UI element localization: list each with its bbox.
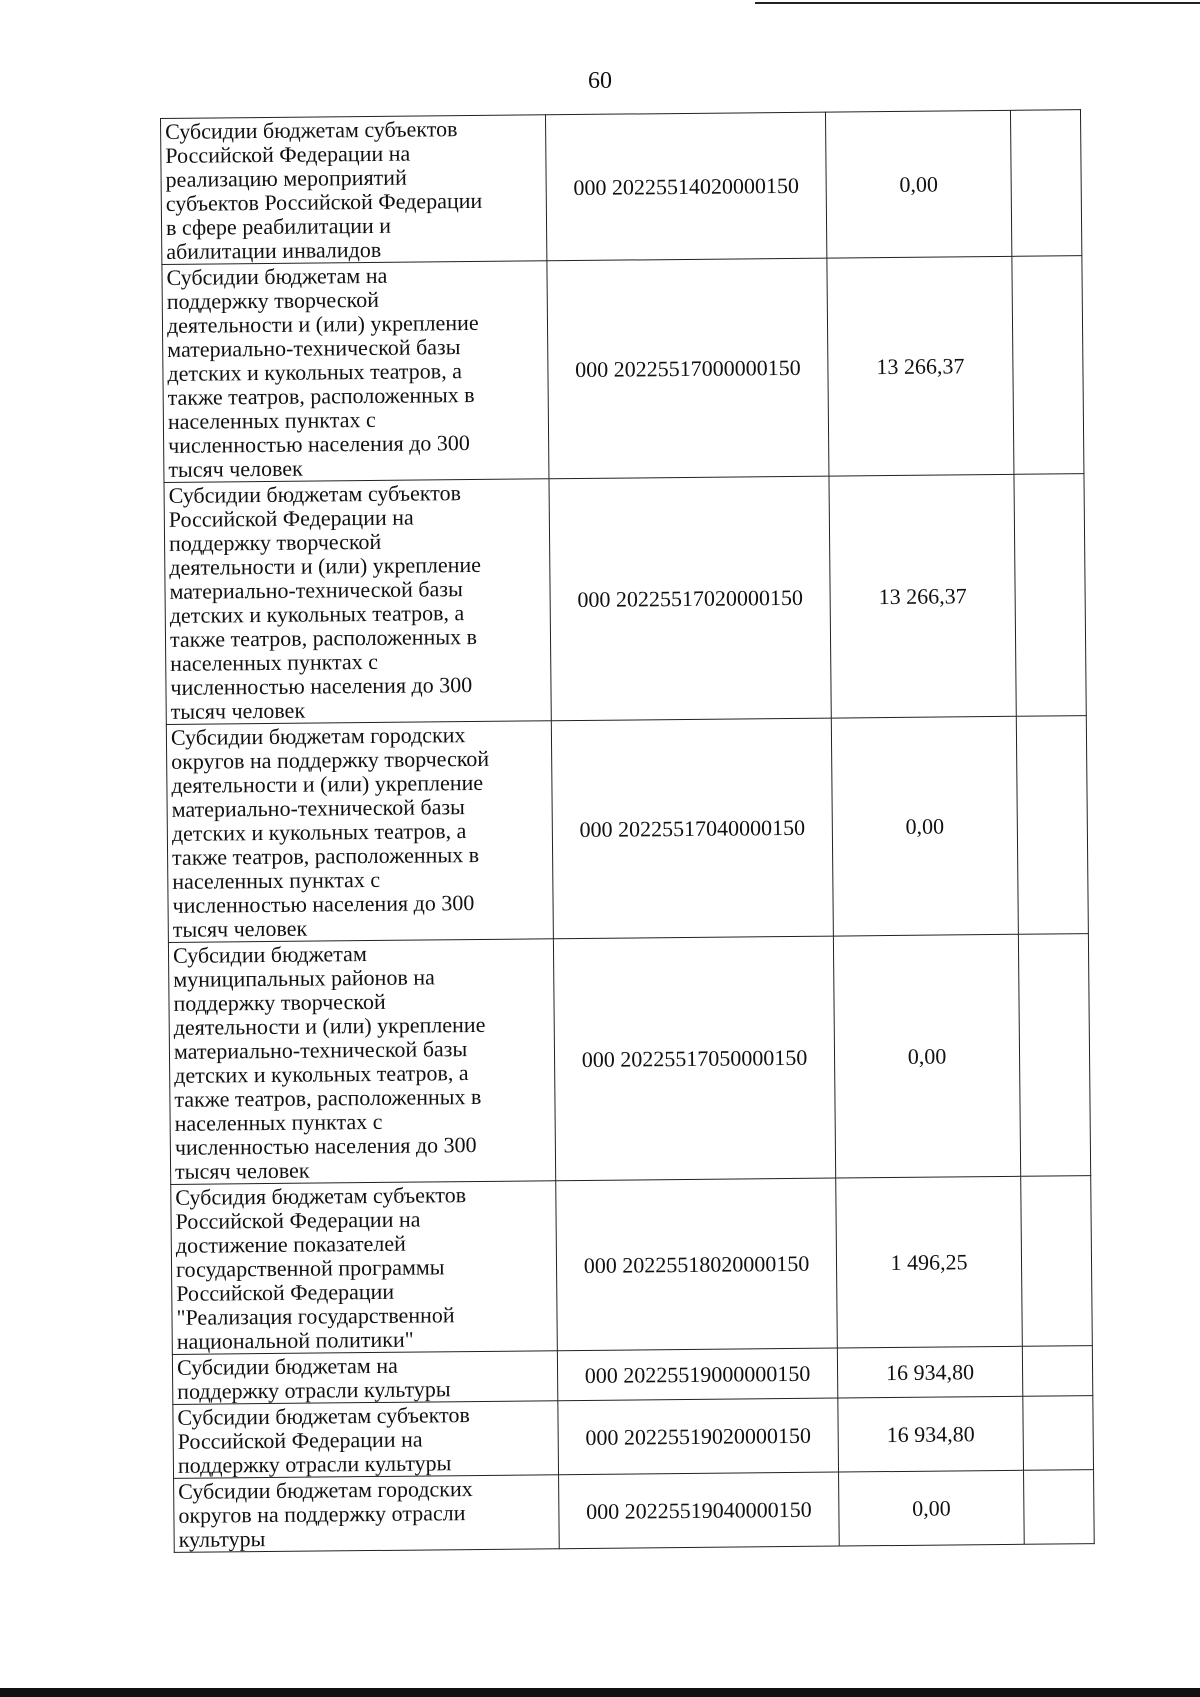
description-cell bbox=[166, 721, 553, 943]
table-row bbox=[164, 474, 1086, 725]
code-cell: 000 20225518020000150 bbox=[556, 1178, 838, 1351]
table-row bbox=[161, 110, 1082, 265]
row-description: Субсидии бюджетам городских округов на поддержку творческой деятельности и (или) укрепление материально-технической базы детских и кукольных театров, а также театров, расположенных в населенных пунктах с численностью населения до 300 тысяч человек bbox=[170, 722, 490, 942]
empty-cell bbox=[1010, 110, 1081, 257]
amount-cell: 0,00 bbox=[839, 1470, 1025, 1546]
description-cell bbox=[164, 479, 551, 725]
bottom-scan-edge bbox=[0, 1688, 1200, 1697]
amount-cell: 16 934,80 bbox=[837, 1346, 1022, 1398]
table-row bbox=[171, 1176, 1093, 1355]
code-cell: 000 20225517050000150 bbox=[553, 936, 835, 1181]
empty-cell bbox=[1016, 716, 1088, 935]
budget-table bbox=[160, 109, 1095, 1553]
code-cell: 000 20225519040000150 bbox=[559, 1472, 840, 1549]
empty-cell bbox=[1018, 934, 1090, 1177]
description-cell bbox=[168, 939, 555, 1185]
top-scan-edge bbox=[755, 2, 1200, 4]
description-cell bbox=[172, 1351, 557, 1405]
row-description: Субсидии бюджетам муниципальных районов на поддержку творческой деятельности и (или) укрепление материально-технической базы детских и кукольных театров, а также театров, расположенных в населенных пунктах с численностью населения до 300 тысяч человек bbox=[172, 941, 486, 1184]
description-cell bbox=[173, 1401, 559, 1479]
code-cell: 000 20225517000000150 bbox=[547, 258, 829, 479]
description-cell bbox=[162, 261, 549, 483]
empty-cell bbox=[1021, 1176, 1093, 1347]
table-row bbox=[174, 1470, 1095, 1553]
amount-cell: 0,00 bbox=[825, 110, 1011, 258]
code-cell: 000 20225514020000150 bbox=[545, 112, 826, 261]
table-row bbox=[162, 256, 1084, 483]
code-cell: 000 20225517040000150 bbox=[551, 718, 833, 939]
description-cell bbox=[171, 1181, 558, 1355]
description-cell bbox=[161, 115, 547, 265]
description-cell bbox=[174, 1475, 560, 1553]
table-row bbox=[166, 716, 1088, 943]
page-number: 60 bbox=[588, 68, 612, 94]
code-cell: 000 20225519000000150 bbox=[557, 1348, 837, 1401]
amount-cell: 13 266,37 bbox=[829, 474, 1016, 718]
row-description: Субсидии бюджетам субъектов Российской Федерации на поддержку творческой деятельности и (или) укрепление материально-технической базы детских и кукольных театров, а также театров, расположенных в населенных пунктах с численностью населения до 300 тысяч человек bbox=[168, 480, 482, 724]
table-row bbox=[172, 1346, 1092, 1405]
empty-cell bbox=[1024, 1470, 1095, 1545]
table-row bbox=[173, 1396, 1094, 1479]
amount-cell: 0,00 bbox=[833, 934, 1020, 1178]
table-row bbox=[168, 934, 1090, 1185]
code-cell: 000 20225519020000150 bbox=[558, 1398, 839, 1475]
amount-cell: 0,00 bbox=[831, 716, 1018, 936]
code-cell: 000 20225517020000150 bbox=[549, 476, 831, 721]
row-description: Субсидии бюджетам на поддержку отрасли культуры bbox=[176, 1352, 451, 1404]
row-description: Субсидия бюджетам субъектов Российской Федерации на достижение показателей государственной программы Российской Федерации "Реализация государственной национальной политики" bbox=[175, 1182, 467, 1354]
amount-cell: 13 266,37 bbox=[827, 256, 1014, 476]
empty-cell bbox=[1014, 474, 1086, 717]
row-description: Субсидии бюджетам городских округов на поддержку отрасли культуры bbox=[178, 1476, 473, 1552]
row-description: Субсидии бюджетам на поддержку творческой деятельности и (или) укрепление материально-технической базы детских и кукольных театров, а также театров, расположенных в населенных пунктах с численностью населения до 300 тысяч человек bbox=[166, 262, 479, 482]
empty-cell bbox=[1023, 1396, 1094, 1471]
amount-cell: 16 934,80 bbox=[838, 1396, 1024, 1472]
empty-cell bbox=[1022, 1346, 1092, 1397]
row-description: Субсидии бюджетам субъектов Российской Федерации на поддержку отрасли культуры bbox=[177, 1402, 470, 1478]
row-description: Субсидии бюджетам субъектов Российской Федерации на реализацию мероприятий субъектов Российской Федерации в сфере реабилитации и абилитации инвалидов bbox=[165, 116, 483, 264]
empty-cell bbox=[1012, 256, 1084, 475]
amount-cell: 1 496,25 bbox=[836, 1176, 1023, 1348]
